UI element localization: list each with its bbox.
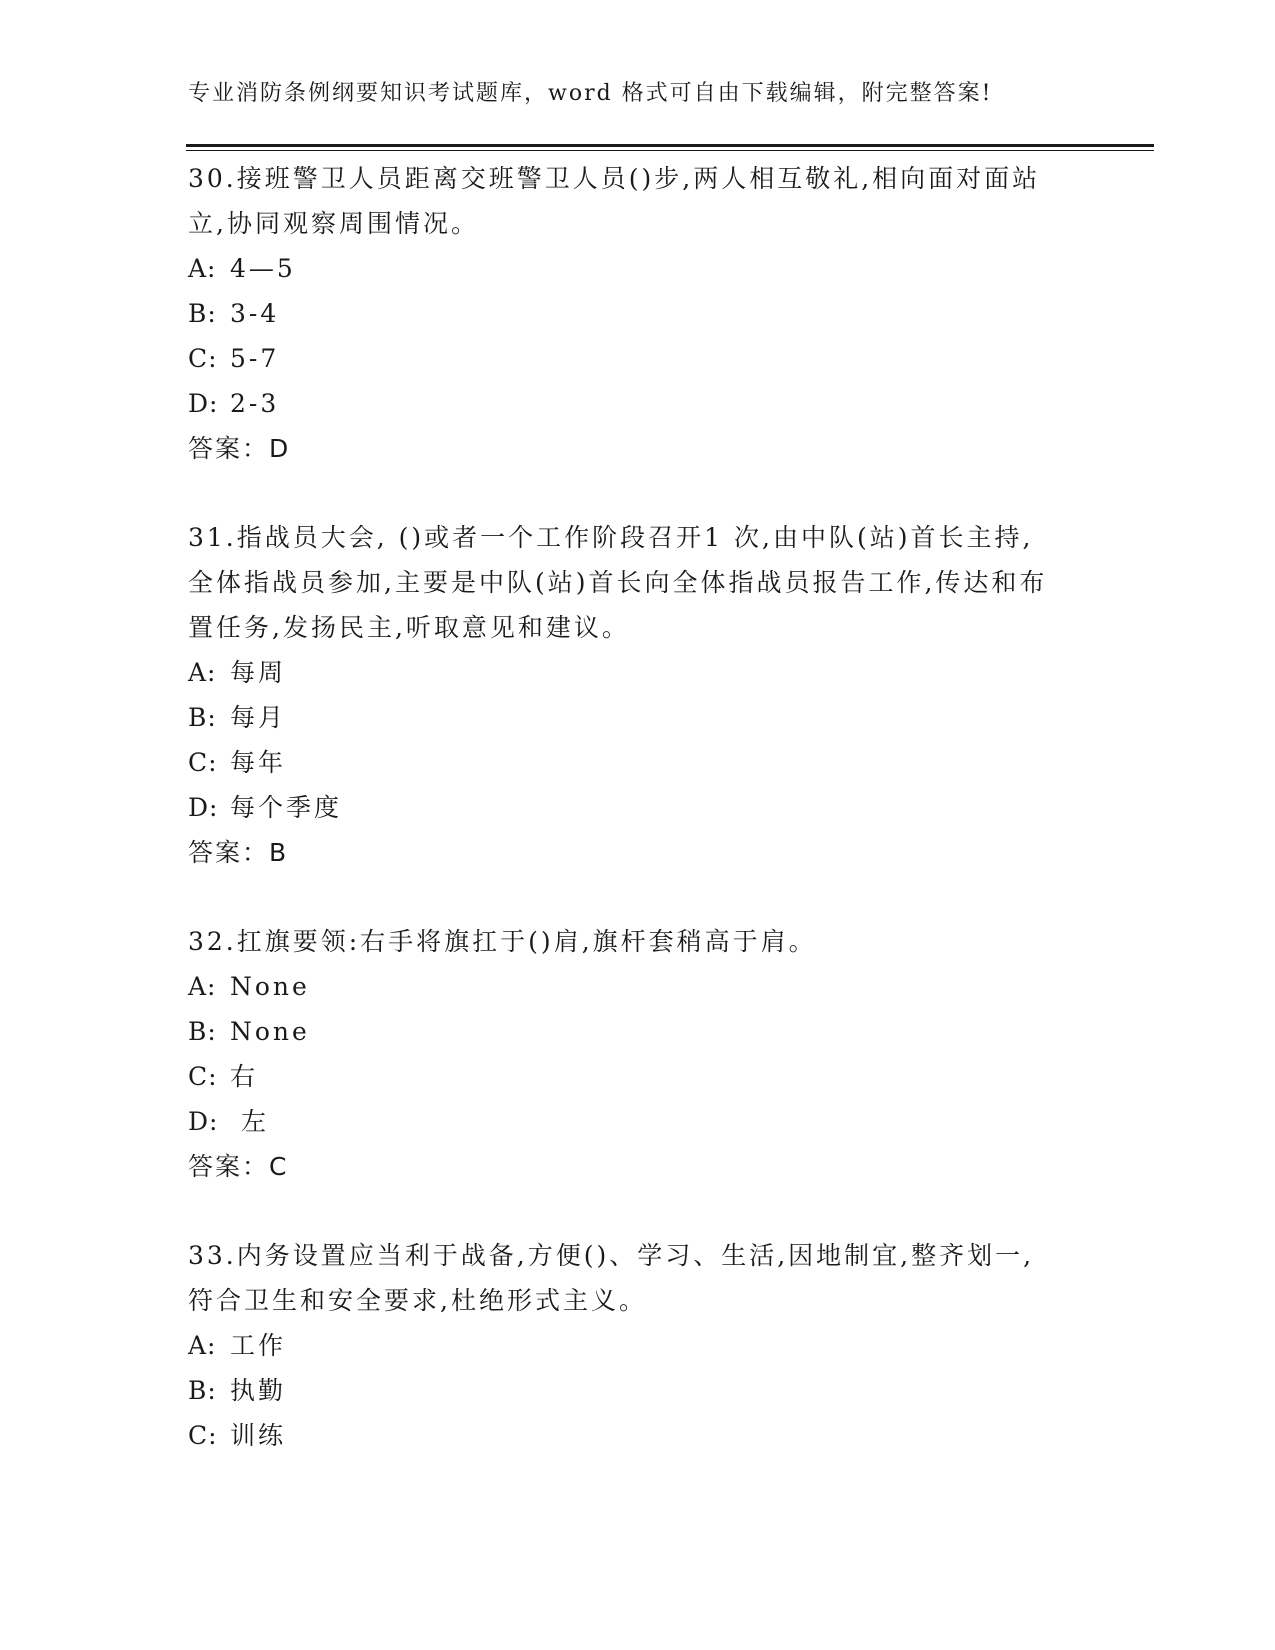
option-value: 右 — [230, 1062, 259, 1091]
option-c — [188, 336, 1048, 381]
option-c — [188, 1413, 1048, 1458]
option-b — [188, 1009, 1048, 1054]
option-label: B: — [188, 1376, 217, 1405]
option-label: B: — [188, 299, 217, 328]
option-d — [188, 1099, 1048, 1144]
option-value: 3-4 — [230, 299, 280, 328]
question-text: 30.接班警卫人员距离交班警卫人员()步,两人相互敬礼,相向面对面站立,协同观察周围情况。 — [188, 164, 1041, 238]
question-32 — [188, 919, 1048, 1189]
answer-line: 答案：B — [188, 838, 289, 867]
option-a — [188, 246, 1048, 291]
option-label: C: — [188, 1062, 218, 1091]
option-value: None — [230, 1017, 310, 1046]
option-a — [188, 650, 1048, 695]
option-label: A: — [188, 1331, 217, 1360]
answer-line: 答案：C — [188, 1152, 289, 1181]
option-d — [188, 381, 1048, 426]
question-text: 31.指战员大会, ()或者一个工作阶段召开1 次,由中队(站)首长主持,全体指战员参加,主要是中队(站)首长向全体指战员报告工作,传达和布置任务,发扬民主,听取意见和建议。 — [188, 523, 1048, 642]
option-b — [188, 291, 1048, 336]
option-label: C: — [188, 1421, 218, 1450]
option-value: 2-3 — [230, 389, 280, 418]
option-label: D: — [188, 1107, 219, 1136]
option-value: 4—5 — [230, 254, 296, 283]
option-a — [188, 964, 1048, 1009]
option-value: 工作 — [230, 1331, 287, 1360]
option-value: 5-7 — [230, 344, 280, 373]
option-value: 每周 — [230, 658, 287, 687]
option-value: 左 — [230, 1107, 269, 1136]
option-label: A: — [188, 254, 217, 283]
option-b — [188, 695, 1048, 740]
option-d — [188, 785, 1048, 830]
option-label: D: — [188, 793, 219, 822]
option-label: C: — [188, 344, 218, 373]
header-divider-thin — [186, 150, 1154, 151]
page-header: 专业消防条例纲要知识考试题库，word 格式可自由下载编辑，附完整答案! — [188, 81, 993, 106]
question-33 — [188, 1233, 1048, 1458]
option-c — [188, 740, 1048, 785]
option-label: D: — [188, 389, 219, 418]
question-text: 32.扛旗要领:右手将旗扛于()肩,旗杆套稍高于肩。 — [188, 927, 817, 956]
question-30 — [188, 156, 1048, 471]
option-label: B: — [188, 703, 217, 732]
question-list — [188, 156, 1088, 1502]
option-b — [188, 1368, 1048, 1413]
option-a — [188, 1323, 1048, 1368]
option-c — [188, 1054, 1048, 1099]
answer-line: 答案：D — [188, 434, 291, 463]
option-value: None — [230, 972, 310, 1001]
option-label: B: — [188, 1017, 217, 1046]
option-label: A: — [188, 658, 217, 687]
question-text: 33.内务设置应当利于战备,方便()、学习、生活,因地制宜,整齐划一,符合卫生和安全要求,杜绝形式主义。 — [188, 1241, 1035, 1315]
option-value: 每年 — [230, 748, 287, 777]
header-divider-thick — [186, 144, 1154, 147]
option-label: C: — [188, 748, 218, 777]
option-value: 训练 — [230, 1421, 287, 1450]
option-value: 每个季度 — [230, 793, 343, 822]
option-value: 执勤 — [230, 1376, 287, 1405]
option-label: A: — [188, 972, 217, 1001]
option-value: 每月 — [230, 703, 287, 732]
question-31 — [188, 515, 1048, 875]
